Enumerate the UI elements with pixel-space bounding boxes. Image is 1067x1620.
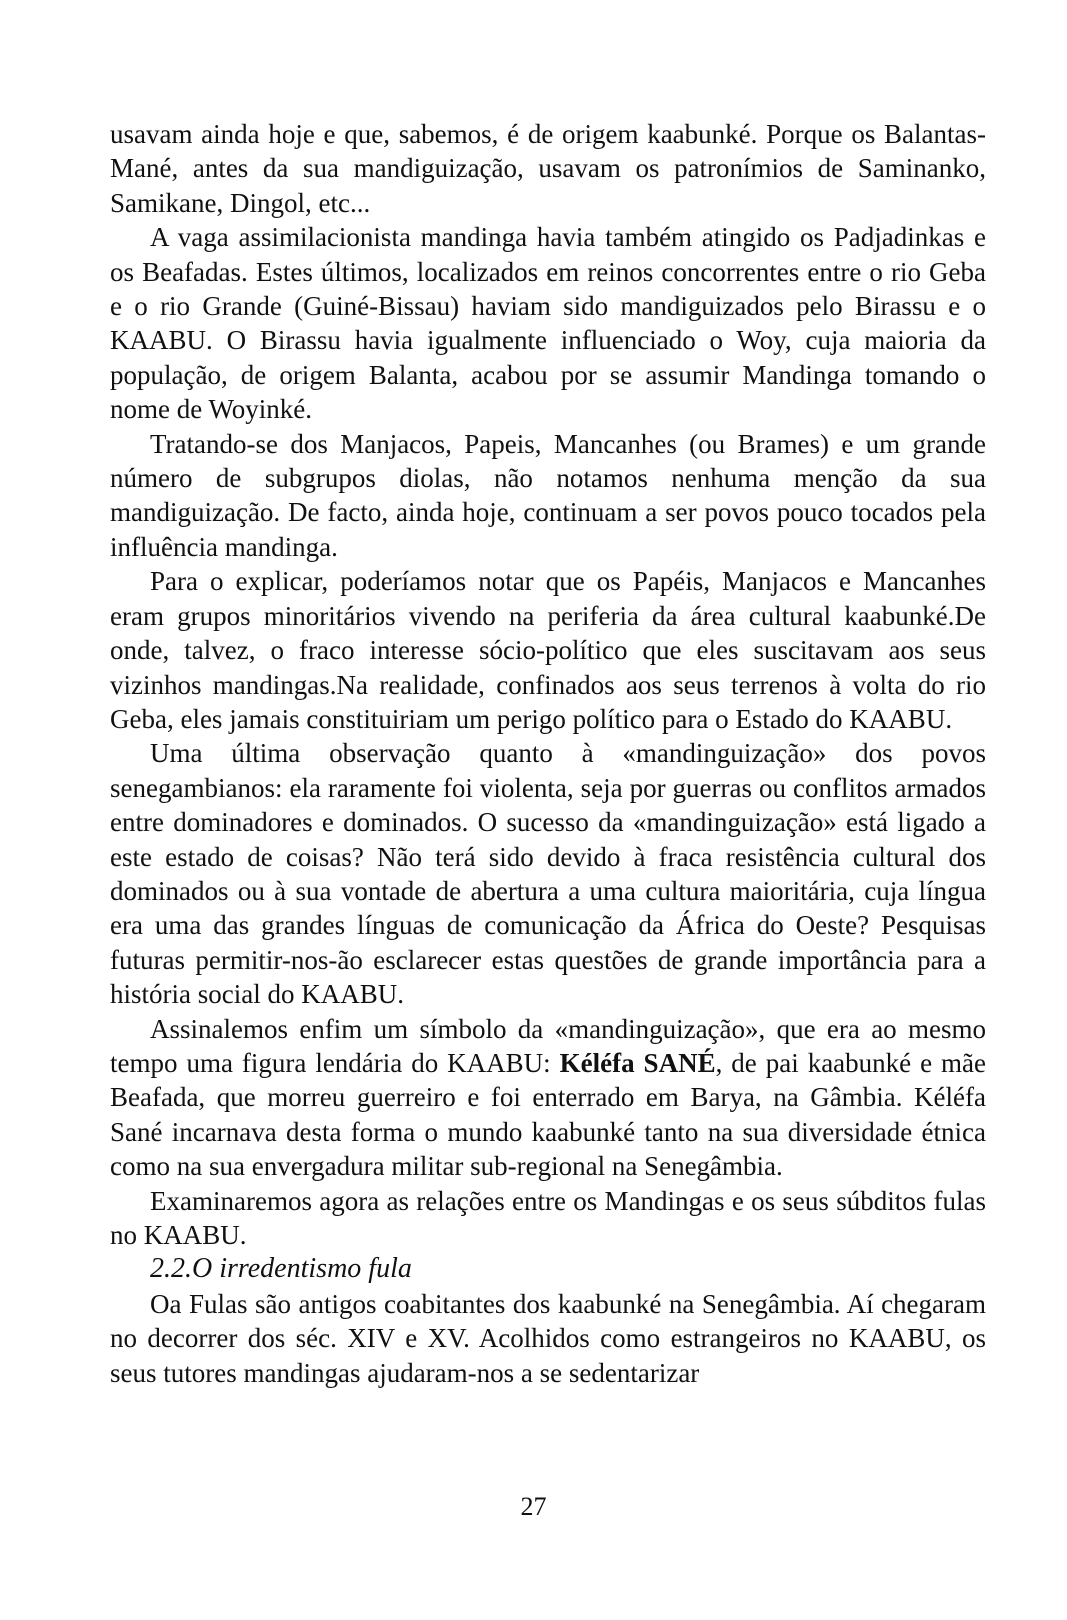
paragraph-1: usavam ainda hoje e que, sabemos, é de origem kaabunké. Porque os Balantas-Mané, antes da sua mandiguização, usavam os patronímios de Saminanko, Samikane, Dingol, etc... [110,119,986,218]
paragraph-2: A vaga assimilacionista mandinga havia também atingido os Padjadinkas e os Beafadas. Estes últimos, localizados em reinos concorrentes entre o rio Geba e o rio Grande (Guiné-Bissau) haviam sido mandiguizados pelo Birassu e o KAABU. O Birassu havia igualmente influenciado o Woy, cuja maioria da população, de origem Balanta, acabou por se assumir Mandinga tomando o nome de Woyinké. [110,222,986,425]
paragraph-6-end: , de pai kaabunké e mãe Beafada, que morreu guerreiro e foi enterrado em Barya, na Gâmbia. Kéléfa Sané incarnava desta forma o mundo kaabunké tanto na sua diversidade étnica como na sua envergadura militar sub-regional na Senegâmbia. [110,1047,987,1182]
body-text [110,117,986,1390]
paragraph-7: Examinaremos agora as relações entre os Mandingas e os seus súbditos fulas no KAABU. [110,1185,986,1250]
name-highlight: Kéléfa SANÉ [559,1047,716,1078]
paragraph-6 [110,1012,986,1184]
paragraph-6-start: Assinalemos enfim um símbolo da «mandinguização», que era ao mesmo tempo uma figura lendária do KAABU: [110,1013,986,1078]
paragraph-8: Oa Fulas são antigos coabitantes dos kaabunké na Senegâmbia. Aí chegaram no decorrer dos séc. XIV e XV. Acolhidos como estrangeiros no KAABU, os seus tutores mandingas ajudaram-nos a se sedentarizar [110,1288,986,1388]
paragraph-5: Uma última observação quanto à «mandinguização» dos povos senegambianos: ela raramente foi violenta, seja por guerras ou conflitos armados entre dominadores e dominados. O sucesso da «mandinguização» está ligado a este estado de coisas? Não terá sido devido à fraca resistência cultural dos dominados ou à sua vontade de abertura a uma cultura maioritária, cuja língua era uma das grandes línguas de comunicação da África do Oeste? Pesquisas futuras permitir-nos-ão esclarecer estas questões de grande importância para a história social do KAABU. [110,738,986,1010]
paragraph-4: Para o explicar, poderíamos notar que os Papéis, Manjacos e Mancanhes eram grupos minoritários vivendo na periferia da área cultural kaabunké.De onde, talvez, o fraco interesse sócio-político que eles suscitavam aos seus vizinhos mandingas.Na realidade, confinados aos seus terrenos à volta do rio Geba, eles jamais constituiriam um perigo político para o Estado do KAABU. [110,566,986,734]
paragraph-3: Tratando-se dos Manjacos, Papeis, Mancanhes (ou Brames) e um grande número de subgrupos diolas, não notamos nenhuma menção da sua mandiguização. De facto, ainda hoje, continuam a ser povos pouco tocados pela influência mandinga. [110,428,986,562]
page-number: 27 [520,1492,547,1521]
section-title: 2.2.O irredentismo fula [150,1253,412,1285]
